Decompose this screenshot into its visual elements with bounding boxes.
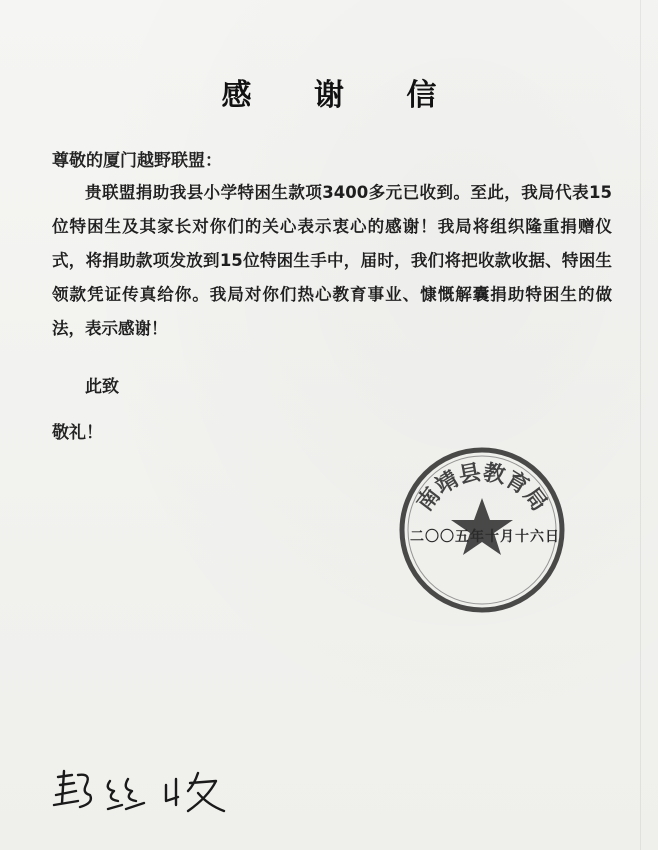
letter-regards: 敬礼！ [52, 423, 103, 443]
letter-closing: 此致 [85, 377, 119, 397]
letter-body: 贵联盟捐助我县小学特困生款项3400多元已收到。至此，我局代表15位特困生及其家长对你们的关心表示衷心的感谢！我局将组织隆重捐赠仪式，将捐助款项发放到15位特困生手中，届时，我们将把收款收据、特困生领款凭证传真给你。我局对你们热心教育事业、慷慨解囊捐助特困生的做法，表示感谢！ [52, 183, 612, 338]
letter-date: 二〇〇五年十月十六日 [410, 529, 560, 545]
paper-edge-shadow [640, 0, 641, 850]
seal-text: 南靖县教育局 [412, 460, 552, 516]
handwritten-signature [48, 765, 248, 825]
letter-salutation: 尊敬的厦门越野联盟： [52, 151, 222, 171]
letter-title: 感 谢 信 [221, 78, 463, 113]
